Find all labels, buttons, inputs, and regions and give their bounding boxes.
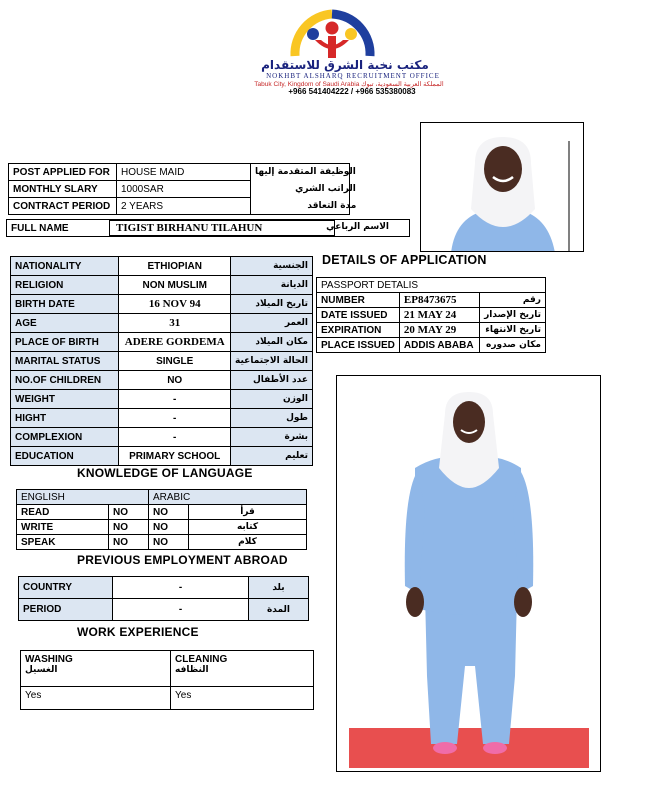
personal-label: NO.OF CHILDREN	[11, 371, 119, 390]
office-name-arabic: مكتب نخبة الشرق للاستقدام	[261, 58, 429, 72]
personal-label-ar: عدد الأطفال	[231, 371, 313, 390]
experience-value: Yes	[175, 690, 192, 701]
personal-label-ar: تعليم	[231, 447, 313, 466]
full-name-row	[6, 219, 410, 237]
language-english-value: NO	[109, 505, 149, 520]
passport-label-ar: رقم	[479, 293, 545, 308]
post-value: HOUSE MAID	[117, 164, 251, 181]
employment-label: COUNTRY	[19, 577, 113, 599]
personal-label: EDUCATION	[11, 447, 119, 466]
full-name-value: TIGIST BIRHANU TILAHUN	[109, 220, 335, 236]
language-skill-label-ar: كلام	[189, 535, 307, 550]
table-row	[11, 257, 313, 276]
personal-value: PRIMARY SCHOOL	[119, 447, 231, 466]
experience-title: WORK EXPERIENCE	[77, 625, 199, 639]
table-row	[11, 409, 313, 428]
personal-label: BIRTH DATE	[11, 295, 119, 314]
post-value: 1000SAR	[117, 181, 251, 198]
employment-label-ar: المدة	[249, 599, 309, 621]
personal-label: RELIGION	[11, 276, 119, 295]
post-label: MONTHLY SLARY	[9, 181, 117, 198]
language-arabic-value: NO	[149, 505, 189, 520]
language-english-value: NO	[109, 535, 149, 550]
table-row	[11, 428, 313, 447]
passport-value: 20 MAY 29	[399, 323, 479, 338]
office-phones: +966 541404222 / +966 535380083	[288, 87, 416, 96]
experience-item-washing	[21, 651, 171, 687]
language-col-english: ENGLISH	[17, 490, 149, 505]
table-row	[11, 314, 313, 333]
language-arabic-value: NO	[149, 520, 189, 535]
table-row	[11, 276, 313, 295]
post-value: 2 YEARS	[117, 198, 251, 215]
passport-value: EP8473675	[399, 293, 479, 308]
experience-label-ar: الغسيل	[25, 665, 58, 675]
passport-header: PASSPORT DETALIS	[317, 278, 546, 293]
employment-label-ar: بلد	[249, 577, 309, 599]
employment-value: -	[113, 599, 249, 621]
language-skill-label: SPEAK	[17, 535, 109, 550]
table-row	[19, 599, 309, 621]
application-title: DETAILS OF APPLICATION	[322, 253, 487, 267]
table-row	[17, 490, 307, 505]
personal-value: -	[119, 390, 231, 409]
employment-title: PREVIOUS EMPLOYMENT ABROAD	[77, 553, 288, 567]
personal-label-ar: طول	[231, 409, 313, 428]
table-row	[9, 164, 361, 181]
passport-value: 21 MAY 24	[399, 308, 479, 323]
personal-label: WEIGHT	[11, 390, 119, 409]
post-label-ar: الراتب الشري	[295, 184, 356, 194]
personal-label: MARITAL STATUS	[11, 352, 119, 371]
full-name-label-ar: الاسم الرباعي	[326, 222, 389, 232]
table-row	[11, 295, 313, 314]
personal-value: 31	[119, 314, 231, 333]
passport-label: EXPIRATION	[317, 323, 400, 338]
table-row	[11, 352, 313, 371]
experience-label: CLEANING	[175, 654, 228, 665]
passport-label-ar: مكان صدوره	[479, 338, 545, 353]
post-label-ar: الوظيفة المتقدمة إليها	[255, 167, 356, 177]
employment-value: -	[113, 577, 249, 599]
table-row	[11, 333, 313, 352]
experience-label: WASHING	[25, 654, 73, 665]
personal-label-ar: الديانة	[231, 276, 313, 295]
table-row	[11, 447, 313, 466]
table-row	[9, 181, 361, 198]
employment-table	[18, 576, 309, 621]
personal-label-ar: الحالة الاجتماعية	[231, 352, 313, 371]
personal-value: -	[119, 409, 231, 428]
personal-value: NO	[119, 371, 231, 390]
experience-value: Yes	[21, 687, 171, 709]
table-row	[17, 535, 307, 550]
personal-value: NON MUSLIM	[119, 276, 231, 295]
applicant-portrait-photo	[420, 122, 584, 252]
personal-label: PLACE OF BIRTH	[11, 333, 119, 352]
passport-label-ar: تاريخ الإصدار	[479, 308, 545, 323]
language-skill-label-ar: قرأ	[189, 505, 307, 520]
passport-label: NUMBER	[317, 293, 400, 308]
personal-label: AGE	[11, 314, 119, 333]
personal-label-ar: مكان الميلاد	[231, 333, 313, 352]
personal-table	[10, 256, 313, 466]
personal-label: NATIONALITY	[11, 257, 119, 276]
table-row	[317, 278, 546, 293]
language-arabic-value: NO	[149, 535, 189, 550]
passport-table	[316, 277, 546, 353]
post-table	[8, 163, 361, 215]
applicant-full-body-photo	[336, 375, 601, 772]
personal-label-ar: تاريخ الميلاد	[231, 295, 313, 314]
table-row	[11, 371, 313, 390]
office-name-english: NOKHBT ALSHARQ RECRUITMENT OFFICE	[266, 72, 440, 80]
employment-label: PERIOD	[19, 599, 113, 621]
personal-label-ar: الوزن	[231, 390, 313, 409]
table-row	[317, 323, 546, 338]
personal-label-ar: الجنسية	[231, 257, 313, 276]
personal-value: 16 NOV 94	[119, 295, 231, 314]
office-logo	[275, 6, 390, 66]
personal-value: ADERE GORDEMA	[119, 333, 231, 352]
full-name-label: FULL NAME	[11, 223, 69, 234]
personal-label: HIGHT	[11, 409, 119, 428]
table-row	[317, 308, 546, 323]
personal-value: ETHIOPIAN	[119, 257, 231, 276]
language-english-value: NO	[109, 520, 149, 535]
passport-value: ADDIS ABABA	[399, 338, 479, 353]
language-skill-label: WRITE	[17, 520, 109, 535]
experience-label-ar: النظافه	[175, 665, 209, 675]
passport-label: PLACE ISSUED	[317, 338, 400, 353]
post-label: POST APPLIED FOR	[9, 164, 117, 181]
personal-value: -	[119, 428, 231, 447]
experience-item-cleaning	[171, 651, 313, 687]
experience-table	[20, 650, 314, 710]
post-label-ar: مدة التعاقد	[307, 201, 357, 211]
personal-label-ar: بشرة	[231, 428, 313, 447]
language-col-arabic: ARABIC	[149, 490, 307, 505]
table-row	[11, 390, 313, 409]
personal-label: COMPLEXION	[11, 428, 119, 447]
language-skill-label-ar: كتابه	[189, 520, 307, 535]
passport-label: DATE ISSUED	[317, 308, 400, 323]
table-row	[317, 293, 546, 308]
table-row	[19, 577, 309, 599]
language-title: KNOWLEDGE OF LANGUAGE	[77, 466, 253, 480]
personal-value: SINGLE	[119, 352, 231, 371]
office-address: Tabuk City, Kingdom of Saudi Arabia المملكة العربية السعودية، تبوك	[254, 81, 444, 88]
table-row	[317, 338, 546, 353]
table-row	[17, 520, 307, 535]
personal-label-ar: العمر	[231, 314, 313, 333]
table-row	[9, 198, 361, 215]
language-skill-label: READ	[17, 505, 109, 520]
language-table	[16, 489, 307, 550]
table-row	[17, 505, 307, 520]
passport-label-ar: تاريخ الانتهاء	[479, 323, 545, 338]
post-label: CONTRACT PERIOD	[9, 198, 117, 215]
